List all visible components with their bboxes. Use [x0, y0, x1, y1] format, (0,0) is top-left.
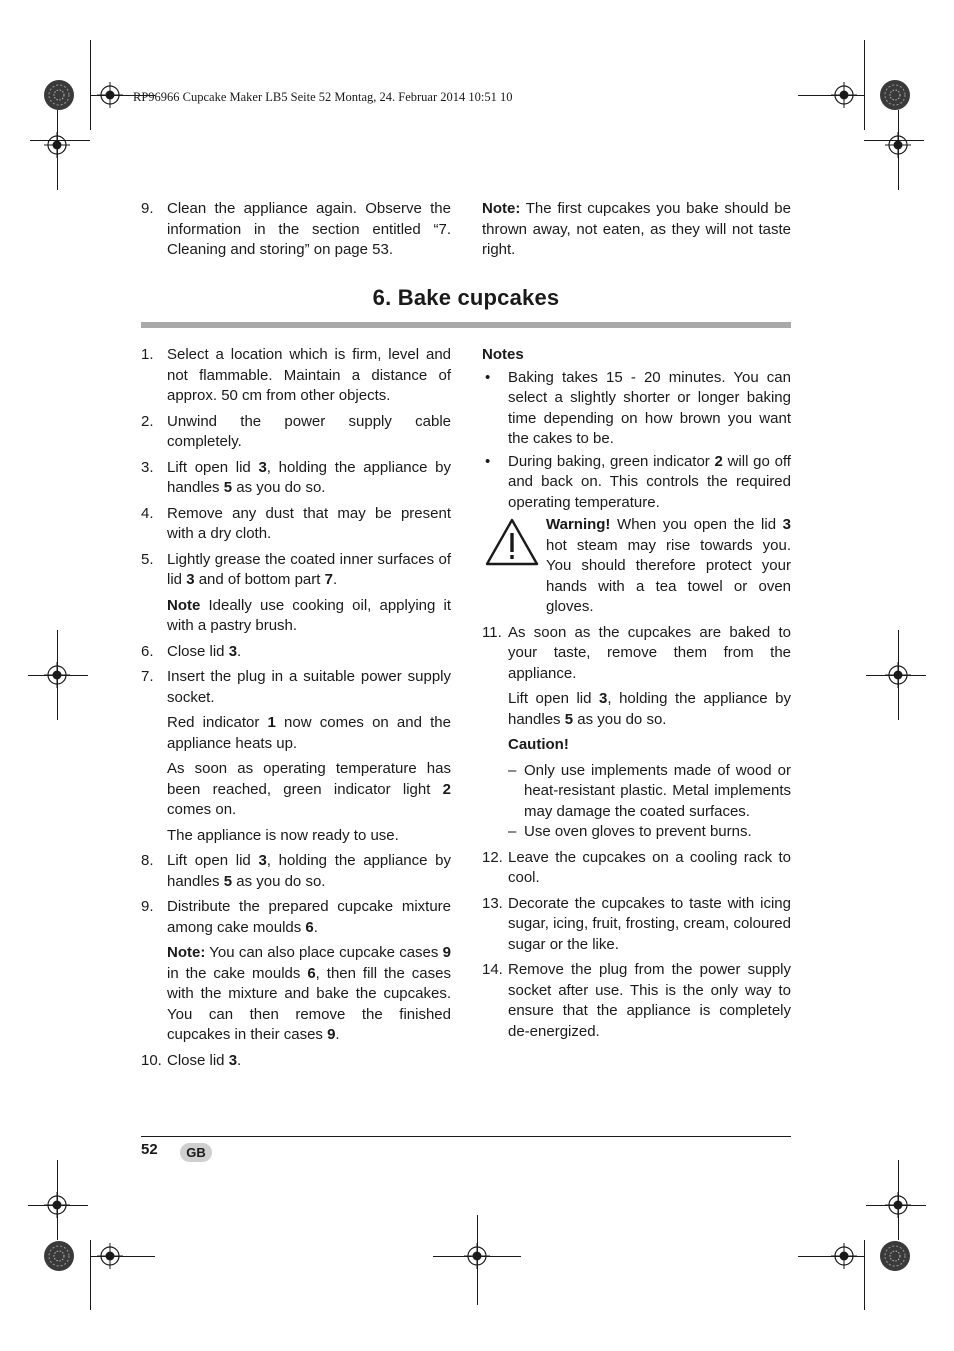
list-item	[141, 458, 451, 499]
item-text: As soon as the cupcakes are baked to your taste, remove them from the appliance.	[508, 623, 791, 682]
registration-target-icon	[44, 132, 70, 158]
top-right-column	[482, 199, 791, 261]
item-number: 5.	[141, 550, 154, 568]
item-number: 6.	[141, 642, 154, 660]
item-text: .	[237, 1051, 242, 1069]
list-item	[141, 1051, 451, 1072]
caution-heading: Caution!	[508, 736, 569, 753]
list-item	[141, 199, 451, 261]
registration-target-icon	[885, 662, 911, 688]
part-number: 5	[564, 710, 574, 728]
item-text: .	[313, 918, 318, 936]
item-text: Decorate the cupcakes to taste with icing sugar, icing, fruit, frosting, cream, coloured sugar or the like.	[508, 894, 791, 953]
item-text: Remove the plug from the power supply socket after use. This is the only way to ensure that the appliance is completely de-energized.	[508, 961, 791, 1040]
item-text: Lift open lid	[508, 690, 600, 707]
item-number: 14.	[482, 961, 503, 978]
item-text: Lightly grease the coated inner surfaces of lid	[167, 550, 451, 588]
list-item	[141, 897, 451, 938]
part-number: 3	[599, 690, 608, 707]
note-text: in the cake moulds	[167, 964, 308, 982]
part-number: 6	[305, 918, 314, 936]
note-text: Ideally use cooking oil, applying it with a pastry brush.	[167, 596, 451, 634]
note-label: Note:	[482, 200, 521, 217]
item-number: 7.	[141, 668, 154, 685]
item-number: 4.	[141, 504, 154, 522]
item-text: , holding the appliance by handles	[167, 852, 451, 890]
warning-triangle-icon	[484, 517, 540, 567]
registration-target-icon	[464, 1243, 490, 1269]
registration-target-icon	[97, 1243, 123, 1269]
list-item	[141, 345, 451, 407]
item-text: Lift open lid	[167, 458, 259, 476]
title-underline-bar	[141, 322, 791, 328]
item-number: 13.	[482, 894, 503, 912]
list-item	[141, 550, 451, 591]
footer-rule	[141, 1136, 791, 1137]
list-item	[482, 848, 791, 889]
warning-block	[482, 515, 791, 618]
registration-target-icon	[885, 1192, 911, 1218]
list-item	[482, 452, 791, 514]
section-title: 6. Bake cupcakes	[372, 285, 560, 310]
warning-label: Warning!	[546, 516, 611, 533]
paragraph: The appliance is now ready to use.	[167, 826, 399, 844]
item-number: 8.	[141, 852, 154, 869]
item-number: 10.	[141, 1051, 162, 1069]
note-text: The first cupcakes you bake should be thrown away, not eaten, as they will not taste right.	[482, 200, 791, 258]
item-text: Close lid	[167, 642, 229, 660]
part-number: 3	[228, 1051, 238, 1069]
bullet-icon: •	[485, 368, 491, 386]
item-text: comes on.	[167, 801, 237, 818]
dash-mark: –	[508, 823, 517, 840]
item-text: and of bottom part	[194, 571, 325, 588]
print-header: RP96966 Cupcake Maker LB5 Seite 52 Montag, 24. Februar 2014 10:51 10	[133, 90, 513, 104]
registration-target-icon	[44, 662, 70, 688]
paragraph	[482, 689, 791, 730]
dash-mark: –	[508, 761, 517, 779]
color-starburst-icon	[879, 1240, 911, 1272]
item-text: As soon as operating temperature has been reached, green indicator light	[167, 760, 451, 798]
note-label: Note	[167, 596, 201, 614]
part-number: 3	[782, 516, 791, 533]
part-number: 6	[307, 964, 316, 982]
language-badge: GB	[180, 1143, 212, 1162]
part-number: 7	[324, 571, 333, 588]
note-paragraph	[141, 943, 451, 1046]
item-text: Close lid	[167, 1051, 229, 1069]
list-item	[482, 623, 791, 685]
registration-target-icon	[97, 82, 123, 108]
item-text: as you do so.	[232, 872, 326, 890]
note-text: , then fill the cases with the mixture and bake the cupcakes. You can then remove the finished cupcakes in their cases	[167, 964, 451, 1043]
note-paragraph	[141, 596, 451, 637]
item-number: 9.	[141, 898, 154, 915]
color-starburst-icon	[43, 79, 75, 111]
list-item	[141, 851, 451, 892]
top-left-column	[141, 199, 451, 266]
page-number: 52	[141, 1141, 158, 1158]
item-text: Lift open lid	[167, 852, 259, 869]
right-column	[482, 345, 791, 1047]
item-text: , holding the appliance by handles	[167, 458, 451, 496]
part-number: 9	[442, 944, 451, 961]
list-item	[482, 894, 791, 956]
color-starburst-icon	[43, 1240, 75, 1272]
part-number: 2	[714, 452, 723, 470]
item-text: Select a location which is firm, level and not flammable. Maintain a distance of approx. 50 cm from other objects.	[167, 346, 451, 404]
part-number: 1	[267, 714, 276, 731]
list-item	[482, 368, 791, 450]
color-starburst-icon	[879, 79, 911, 111]
list-item	[141, 667, 451, 708]
item-number: 11.	[482, 623, 502, 641]
item-text: Red indicator	[167, 714, 268, 731]
item-text: Baking takes 15 - 20 minutes. You can select a slightly shorter or longer baking time depending on how brown you want the cakes to be.	[508, 368, 791, 447]
part-number: 3	[228, 642, 238, 660]
list-item	[141, 412, 451, 453]
part-number: 5	[223, 479, 233, 496]
item-text: .	[237, 642, 242, 660]
item-text: , holding the appliance by handles	[508, 690, 791, 728]
item-text: Clean the appliance again. Observe the information in the section entitled “7. Cleaning and storing” on page 53.	[167, 200, 451, 258]
note-text: .	[335, 1026, 340, 1043]
bullet-icon: •	[485, 452, 491, 470]
item-number: 9.	[141, 200, 154, 217]
part-number: 3	[258, 852, 267, 869]
item-number: 3.	[141, 458, 154, 476]
item-text: Use oven gloves to prevent burns.	[524, 823, 752, 840]
item-number: 2.	[141, 412, 154, 430]
registration-target-icon	[885, 132, 911, 158]
item-text: Distribute the prepared cupcake mixture among cake moulds	[167, 898, 451, 936]
warning-text: hot steam may rise towards you. You should therefore protect your hands with a tea towel or oven gloves.	[546, 536, 791, 615]
part-number: 5	[223, 872, 233, 890]
item-text: Only use implements made of wood or heat-resistant plastic. Metal implements may damage the coated surfaces.	[524, 761, 791, 820]
item-text: as you do so.	[232, 479, 326, 496]
item-text: During baking, green indicator	[508, 452, 715, 470]
list-item	[482, 960, 791, 1042]
item-text: Insert the plug in a suitable power supply socket.	[167, 668, 451, 706]
notes-heading: Notes	[482, 346, 524, 363]
list-item	[141, 642, 451, 663]
paragraph	[141, 759, 451, 821]
part-number: 2	[442, 780, 451, 798]
item-text: as you do so.	[573, 710, 667, 728]
list-item	[508, 761, 791, 823]
item-text: Remove any dust that may be present with a dry cloth.	[167, 504, 451, 542]
note-paragraph	[482, 199, 791, 261]
registration-target-icon	[831, 82, 857, 108]
registration-target-icon	[44, 1192, 70, 1218]
left-column	[141, 345, 451, 1076]
registration-target-icon	[831, 1243, 857, 1269]
item-number: 12.	[482, 848, 503, 866]
warning-text: When you open the lid	[610, 516, 783, 533]
part-number: 3	[258, 458, 267, 476]
item-text: Unwind the power supply cable completely.	[167, 412, 451, 450]
item-text: now comes on and the appliance heats up.	[167, 714, 451, 752]
part-number: 3	[186, 571, 195, 588]
note-label: Note:	[167, 944, 206, 961]
part-number: 9	[327, 1026, 336, 1043]
item-text: will go off and back on. This controls the required operating temperature.	[508, 452, 791, 511]
item-number: 1.	[141, 346, 154, 363]
list-item	[141, 504, 451, 545]
paragraph	[141, 713, 451, 754]
note-text: You can also place cupcake cases	[205, 944, 443, 961]
item-text: Leave the cupcakes on a cooling rack to cool.	[508, 848, 791, 886]
list-item	[508, 822, 791, 843]
item-text: .	[332, 571, 338, 588]
